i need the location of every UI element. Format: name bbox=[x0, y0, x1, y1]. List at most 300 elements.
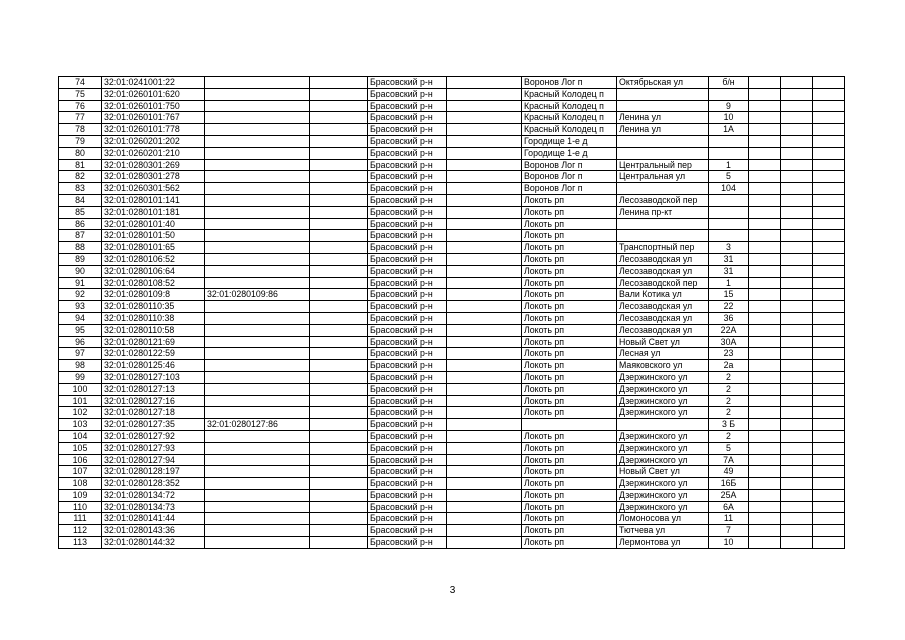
related-cadastral-number-cell bbox=[205, 454, 310, 466]
table-row bbox=[59, 194, 845, 206]
blank-column-cell bbox=[749, 395, 781, 407]
row-number-cell: 84 bbox=[59, 194, 102, 206]
table-row bbox=[59, 265, 845, 277]
blank-column-cell bbox=[781, 537, 813, 549]
blank-column-cell bbox=[749, 218, 781, 230]
blank-column-cell bbox=[813, 419, 845, 431]
blank-column-cell bbox=[447, 242, 522, 254]
table-row bbox=[59, 277, 845, 289]
row-number-cell: 105 bbox=[59, 442, 102, 454]
blank-column-cell bbox=[781, 77, 813, 89]
settlement-cell: Локоть рп bbox=[522, 525, 617, 537]
blank-column-cell bbox=[781, 194, 813, 206]
house-number-cell: 16Б bbox=[709, 478, 749, 490]
blank-column-cell bbox=[749, 419, 781, 431]
blank-column-cell bbox=[813, 442, 845, 454]
settlement-cell: Воронов Лог п bbox=[522, 171, 617, 183]
cadastral-number-cell: 32:01:0260201:202 bbox=[102, 135, 205, 147]
cadastral-number-cell: 32:01:0280101:65 bbox=[102, 242, 205, 254]
blank-column-cell bbox=[781, 348, 813, 360]
blank-column-cell bbox=[447, 100, 522, 112]
table-row bbox=[59, 242, 845, 254]
blank-column-cell bbox=[749, 265, 781, 277]
blank-column-cell bbox=[781, 265, 813, 277]
district-cell: Брасовский р-н bbox=[368, 88, 447, 100]
blank-column-cell bbox=[447, 336, 522, 348]
street-cell: Маяковского ул bbox=[617, 360, 709, 372]
blank-column-cell bbox=[749, 371, 781, 383]
row-number-cell: 113 bbox=[59, 537, 102, 549]
related-cadastral-number-cell bbox=[205, 183, 310, 195]
blank-column-cell bbox=[781, 407, 813, 419]
cadastral-number-cell: 32:01:0280141:44 bbox=[102, 513, 205, 525]
settlement-cell: Локоть рп bbox=[522, 194, 617, 206]
blank-column-cell bbox=[813, 135, 845, 147]
blank-column-cell bbox=[447, 383, 522, 395]
district-cell: Брасовский р-н bbox=[368, 277, 447, 289]
blank-column-cell bbox=[447, 419, 522, 431]
blank-column-cell bbox=[749, 242, 781, 254]
house-number-cell: 104 bbox=[709, 183, 749, 195]
blank-column-cell bbox=[447, 454, 522, 466]
blank-column-cell bbox=[813, 77, 845, 89]
blank-column-cell bbox=[447, 194, 522, 206]
blank-column-cell bbox=[310, 100, 368, 112]
blank-column-cell bbox=[310, 265, 368, 277]
street-cell: Ломоносова ул bbox=[617, 513, 709, 525]
blank-column-cell bbox=[447, 466, 522, 478]
table-row bbox=[59, 218, 845, 230]
related-cadastral-number-cell bbox=[205, 489, 310, 501]
related-cadastral-number-cell bbox=[205, 206, 310, 218]
blank-column-cell bbox=[310, 454, 368, 466]
house-number-cell: 22 bbox=[709, 301, 749, 313]
blank-column-cell bbox=[447, 442, 522, 454]
row-number-cell: 88 bbox=[59, 242, 102, 254]
settlement-cell: Локоть рп bbox=[522, 277, 617, 289]
district-cell: Брасовский р-н bbox=[368, 183, 447, 195]
settlement-cell: Локоть рп bbox=[522, 253, 617, 265]
blank-column-cell bbox=[310, 419, 368, 431]
district-cell: Брасовский р-н bbox=[368, 430, 447, 442]
blank-column-cell bbox=[813, 360, 845, 372]
blank-column-cell bbox=[749, 253, 781, 265]
row-number-cell: 109 bbox=[59, 489, 102, 501]
blank-column-cell bbox=[749, 324, 781, 336]
row-number-cell: 74 bbox=[59, 77, 102, 89]
table-row bbox=[59, 77, 845, 89]
settlement-cell: Локоть рп bbox=[522, 265, 617, 277]
table-row bbox=[59, 230, 845, 242]
blank-column-cell bbox=[749, 194, 781, 206]
cadastral-number-cell: 32:01:0260201:210 bbox=[102, 147, 205, 159]
row-number-cell: 81 bbox=[59, 159, 102, 171]
house-number-cell: 10 bbox=[709, 112, 749, 124]
cadastral-number-cell: 32:01:0280110:35 bbox=[102, 301, 205, 313]
blank-column-cell bbox=[781, 442, 813, 454]
table-row bbox=[59, 301, 845, 313]
street-cell: Октябрьская ул bbox=[617, 77, 709, 89]
blank-column-cell bbox=[813, 395, 845, 407]
blank-column-cell bbox=[749, 312, 781, 324]
blank-column-cell bbox=[749, 383, 781, 395]
district-cell: Брасовский р-н bbox=[368, 124, 447, 136]
blank-column-cell bbox=[447, 230, 522, 242]
house-number-cell: 2 bbox=[709, 371, 749, 383]
row-number-cell: 86 bbox=[59, 218, 102, 230]
table-row bbox=[59, 442, 845, 454]
blank-column-cell bbox=[310, 277, 368, 289]
blank-column-cell bbox=[310, 478, 368, 490]
blank-column-cell bbox=[447, 407, 522, 419]
blank-column-cell bbox=[749, 478, 781, 490]
blank-column-cell bbox=[447, 124, 522, 136]
related-cadastral-number-cell: 32:01:0280109:86 bbox=[205, 289, 310, 301]
district-cell: Брасовский р-н bbox=[368, 159, 447, 171]
related-cadastral-number-cell bbox=[205, 301, 310, 313]
table-row bbox=[59, 100, 845, 112]
related-cadastral-number-cell bbox=[205, 324, 310, 336]
row-number-cell: 90 bbox=[59, 265, 102, 277]
house-number-cell: 10 bbox=[709, 537, 749, 549]
settlement-cell: Локоть рп bbox=[522, 501, 617, 513]
related-cadastral-number-cell bbox=[205, 265, 310, 277]
street-cell: Лермонтова ул bbox=[617, 537, 709, 549]
blank-column-cell bbox=[310, 147, 368, 159]
blank-column-cell bbox=[781, 489, 813, 501]
table-row bbox=[59, 360, 845, 372]
house-number-cell: 7А bbox=[709, 454, 749, 466]
blank-column-cell bbox=[813, 183, 845, 195]
street-cell: Ленина пр-кт bbox=[617, 206, 709, 218]
street-cell: Дзержинского ул bbox=[617, 442, 709, 454]
district-cell: Брасовский р-н bbox=[368, 77, 447, 89]
cadastral-number-cell: 32:01:0280127:94 bbox=[102, 454, 205, 466]
blank-column-cell bbox=[749, 407, 781, 419]
row-number-cell: 99 bbox=[59, 371, 102, 383]
street-cell: Центральный пер bbox=[617, 159, 709, 171]
street-cell: Лесозаводская ул bbox=[617, 265, 709, 277]
blank-column-cell bbox=[310, 395, 368, 407]
cadastral-number-cell: 32:01:0280125:46 bbox=[102, 360, 205, 372]
settlement-cell: Воронов Лог п bbox=[522, 159, 617, 171]
house-number-cell: 31 bbox=[709, 265, 749, 277]
related-cadastral-number-cell bbox=[205, 124, 310, 136]
district-cell: Брасовский р-н bbox=[368, 301, 447, 313]
house-number-cell bbox=[709, 194, 749, 206]
settlement-cell: Красный Колодец п bbox=[522, 100, 617, 112]
blank-column-cell bbox=[813, 454, 845, 466]
blank-column-cell bbox=[781, 360, 813, 372]
table-row bbox=[59, 171, 845, 183]
table-body bbox=[59, 77, 845, 549]
blank-column-cell bbox=[813, 478, 845, 490]
blank-column-cell bbox=[813, 371, 845, 383]
table-row bbox=[59, 135, 845, 147]
settlement-cell: Городище 1-е д bbox=[522, 135, 617, 147]
blank-column-cell bbox=[310, 466, 368, 478]
related-cadastral-number-cell bbox=[205, 466, 310, 478]
table-row bbox=[59, 159, 845, 171]
cadastral-number-cell: 32:01:0280127:16 bbox=[102, 395, 205, 407]
district-cell: Брасовский р-н bbox=[368, 501, 447, 513]
district-cell: Брасовский р-н bbox=[368, 100, 447, 112]
related-cadastral-number-cell bbox=[205, 147, 310, 159]
street-cell: Дзержинского ул bbox=[617, 383, 709, 395]
row-number-cell: 94 bbox=[59, 312, 102, 324]
cadastral-number-cell: 32:01:0280134:73 bbox=[102, 501, 205, 513]
settlement-cell: Локоть рп bbox=[522, 289, 617, 301]
district-cell: Брасовский р-н bbox=[368, 336, 447, 348]
related-cadastral-number-cell bbox=[205, 513, 310, 525]
blank-column-cell bbox=[781, 395, 813, 407]
street-cell: Дзержинского ул bbox=[617, 407, 709, 419]
blank-column-cell bbox=[781, 183, 813, 195]
blank-column-cell bbox=[813, 501, 845, 513]
cadastral-number-cell: 32:01:0280143:36 bbox=[102, 525, 205, 537]
blank-column-cell bbox=[749, 124, 781, 136]
page-number: 3 bbox=[449, 585, 456, 596]
blank-column-cell bbox=[813, 265, 845, 277]
house-number-cell: б/н bbox=[709, 77, 749, 89]
cadastral-number-cell: 32:01:0280127:93 bbox=[102, 442, 205, 454]
related-cadastral-number-cell bbox=[205, 194, 310, 206]
district-cell: Брасовский р-н bbox=[368, 537, 447, 549]
street-cell: Новый Свет ул bbox=[617, 336, 709, 348]
cadastral-number-cell: 32:01:0280106:64 bbox=[102, 265, 205, 277]
district-cell: Брасовский р-н bbox=[368, 395, 447, 407]
row-number-cell: 75 bbox=[59, 88, 102, 100]
settlement-cell: Локоть рп bbox=[522, 466, 617, 478]
related-cadastral-number-cell bbox=[205, 312, 310, 324]
cadastral-number-cell: 32:01:0280134:72 bbox=[102, 489, 205, 501]
house-number-cell: 31 bbox=[709, 253, 749, 265]
blank-column-cell bbox=[781, 312, 813, 324]
related-cadastral-number-cell bbox=[205, 371, 310, 383]
blank-column-cell bbox=[310, 348, 368, 360]
table-row bbox=[59, 489, 845, 501]
settlement-cell: Локоть рп bbox=[522, 442, 617, 454]
row-number-cell: 98 bbox=[59, 360, 102, 372]
blank-column-cell bbox=[447, 112, 522, 124]
blank-column-cell bbox=[813, 537, 845, 549]
settlement-cell: Локоть рп bbox=[522, 301, 617, 313]
blank-column-cell bbox=[749, 112, 781, 124]
house-number-cell bbox=[709, 218, 749, 230]
blank-column-cell bbox=[447, 312, 522, 324]
cadastral-number-cell: 32:01:0280301:278 bbox=[102, 171, 205, 183]
table-row bbox=[59, 289, 845, 301]
blank-column-cell bbox=[749, 489, 781, 501]
blank-column-cell bbox=[749, 442, 781, 454]
table-row bbox=[59, 525, 845, 537]
blank-column-cell bbox=[310, 525, 368, 537]
table-row bbox=[59, 501, 845, 513]
blank-column-cell bbox=[749, 100, 781, 112]
property-register-table bbox=[58, 76, 845, 549]
blank-column-cell bbox=[447, 395, 522, 407]
row-number-cell: 104 bbox=[59, 430, 102, 442]
district-cell: Брасовский р-н bbox=[368, 253, 447, 265]
street-cell: Тютчева ул bbox=[617, 525, 709, 537]
row-number-cell: 112 bbox=[59, 525, 102, 537]
district-cell: Брасовский р-н bbox=[368, 360, 447, 372]
blank-column-cell bbox=[813, 171, 845, 183]
cadastral-number-cell: 32:01:0280127:13 bbox=[102, 383, 205, 395]
blank-column-cell bbox=[447, 430, 522, 442]
table-row bbox=[59, 454, 845, 466]
street-cell: Лесозаводская ул bbox=[617, 312, 709, 324]
blank-column-cell bbox=[310, 124, 368, 136]
house-number-cell bbox=[709, 206, 749, 218]
district-cell: Брасовский р-н bbox=[368, 194, 447, 206]
street-cell: Дзержинского ул bbox=[617, 489, 709, 501]
blank-column-cell bbox=[781, 88, 813, 100]
related-cadastral-number-cell bbox=[205, 277, 310, 289]
street-cell: Лесная ул bbox=[617, 348, 709, 360]
street-cell bbox=[617, 183, 709, 195]
table-row bbox=[59, 537, 845, 549]
district-cell: Брасовский р-н bbox=[368, 218, 447, 230]
blank-column-cell bbox=[781, 501, 813, 513]
related-cadastral-number-cell bbox=[205, 395, 310, 407]
blank-column-cell bbox=[813, 489, 845, 501]
blank-column-cell bbox=[447, 147, 522, 159]
table-row bbox=[59, 124, 845, 136]
blank-column-cell bbox=[447, 501, 522, 513]
blank-column-cell bbox=[749, 537, 781, 549]
settlement-cell bbox=[522, 419, 617, 431]
blank-column-cell bbox=[813, 289, 845, 301]
blank-column-cell bbox=[781, 289, 813, 301]
blank-column-cell bbox=[310, 371, 368, 383]
blank-column-cell bbox=[813, 112, 845, 124]
cadastral-number-cell: 32:01:0280127:35 bbox=[102, 419, 205, 431]
blank-column-cell bbox=[781, 112, 813, 124]
row-number-cell: 78 bbox=[59, 124, 102, 136]
row-number-cell: 89 bbox=[59, 253, 102, 265]
cadastral-number-cell: 32:01:0280127:18 bbox=[102, 407, 205, 419]
blank-column-cell bbox=[781, 336, 813, 348]
blank-column-cell bbox=[813, 336, 845, 348]
table-row bbox=[59, 324, 845, 336]
cadastral-number-cell: 32:01:0280128:352 bbox=[102, 478, 205, 490]
blank-column-cell bbox=[310, 324, 368, 336]
row-number-cell: 92 bbox=[59, 289, 102, 301]
cadastral-number-cell: 32:01:0280128:197 bbox=[102, 466, 205, 478]
blank-column-cell bbox=[781, 301, 813, 313]
related-cadastral-number-cell bbox=[205, 442, 310, 454]
related-cadastral-number-cell bbox=[205, 218, 310, 230]
blank-column-cell bbox=[447, 171, 522, 183]
street-cell: Дзержинского ул bbox=[617, 478, 709, 490]
house-number-cell: 3 bbox=[709, 242, 749, 254]
table-row bbox=[59, 407, 845, 419]
related-cadastral-number-cell bbox=[205, 478, 310, 490]
blank-column-cell bbox=[813, 466, 845, 478]
house-number-cell: 1А bbox=[709, 124, 749, 136]
blank-column-cell bbox=[749, 206, 781, 218]
table-row bbox=[59, 312, 845, 324]
blank-column-cell bbox=[749, 230, 781, 242]
blank-column-cell bbox=[310, 183, 368, 195]
settlement-cell: Красный Колодец п bbox=[522, 88, 617, 100]
blank-column-cell bbox=[781, 253, 813, 265]
cadastral-number-cell: 32:01:0280301:269 bbox=[102, 159, 205, 171]
blank-column-cell bbox=[813, 242, 845, 254]
blank-column-cell bbox=[310, 289, 368, 301]
district-cell: Брасовский р-н bbox=[368, 442, 447, 454]
blank-column-cell bbox=[749, 88, 781, 100]
cadastral-number-cell: 32:01:0241001:22 bbox=[102, 77, 205, 89]
district-cell: Брасовский р-н bbox=[368, 407, 447, 419]
related-cadastral-number-cell bbox=[205, 171, 310, 183]
cadastral-number-cell: 32:01:0260101:778 bbox=[102, 124, 205, 136]
blank-column-cell bbox=[781, 218, 813, 230]
settlement-cell: Локоть рп bbox=[522, 407, 617, 419]
settlement-cell: Воронов Лог п bbox=[522, 77, 617, 89]
district-cell: Брасовский р-н bbox=[368, 513, 447, 525]
settlement-cell: Локоть рп bbox=[522, 336, 617, 348]
blank-column-cell bbox=[781, 324, 813, 336]
district-cell: Брасовский р-н bbox=[368, 489, 447, 501]
blank-column-cell bbox=[749, 289, 781, 301]
related-cadastral-number-cell bbox=[205, 230, 310, 242]
district-cell: Брасовский р-н bbox=[368, 206, 447, 218]
settlement-cell: Локоть рп bbox=[522, 383, 617, 395]
house-number-cell: 7 bbox=[709, 525, 749, 537]
house-number-cell: 6А bbox=[709, 501, 749, 513]
district-cell: Брасовский р-н bbox=[368, 454, 447, 466]
settlement-cell: Воронов Лог п bbox=[522, 183, 617, 195]
blank-column-cell bbox=[749, 501, 781, 513]
blank-column-cell bbox=[310, 112, 368, 124]
blank-column-cell bbox=[310, 501, 368, 513]
row-number-cell: 87 bbox=[59, 230, 102, 242]
blank-column-cell bbox=[781, 171, 813, 183]
blank-column-cell bbox=[310, 430, 368, 442]
blank-column-cell bbox=[310, 312, 368, 324]
blank-column-cell bbox=[781, 277, 813, 289]
blank-column-cell bbox=[749, 171, 781, 183]
blank-column-cell bbox=[447, 289, 522, 301]
blank-column-cell bbox=[447, 253, 522, 265]
related-cadastral-number-cell bbox=[205, 100, 310, 112]
cadastral-number-cell: 32:01:0280109:8 bbox=[102, 289, 205, 301]
settlement-cell: Локоть рп bbox=[522, 537, 617, 549]
house-number-cell: 25А bbox=[709, 489, 749, 501]
blank-column-cell bbox=[447, 478, 522, 490]
blank-column-cell bbox=[447, 537, 522, 549]
blank-column-cell bbox=[813, 124, 845, 136]
blank-column-cell bbox=[813, 253, 845, 265]
blank-column-cell bbox=[447, 218, 522, 230]
district-cell: Брасовский р-н bbox=[368, 147, 447, 159]
blank-column-cell bbox=[447, 348, 522, 360]
blank-column-cell bbox=[749, 525, 781, 537]
related-cadastral-number-cell bbox=[205, 407, 310, 419]
blank-column-cell bbox=[813, 312, 845, 324]
blank-column-cell bbox=[781, 100, 813, 112]
row-number-cell: 106 bbox=[59, 454, 102, 466]
row-number-cell: 77 bbox=[59, 112, 102, 124]
table-row bbox=[59, 112, 845, 124]
street-cell: Транспортный пер bbox=[617, 242, 709, 254]
blank-column-cell bbox=[813, 159, 845, 171]
house-number-cell: 49 bbox=[709, 466, 749, 478]
blank-column-cell bbox=[310, 194, 368, 206]
cadastral-number-cell: 32:01:0280101:141 bbox=[102, 194, 205, 206]
